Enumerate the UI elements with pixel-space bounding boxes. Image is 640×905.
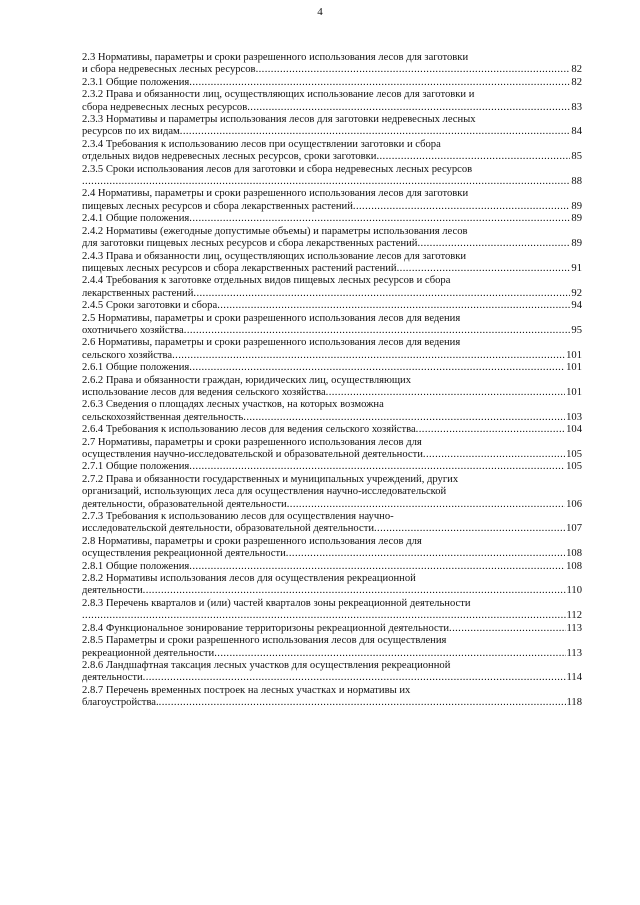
toc-page-number: 101 — [566, 362, 582, 374]
toc-entry[interactable] — [82, 424, 582, 436]
toc-entry[interactable] — [82, 598, 582, 623]
toc-entry-title-line: 2.3.4 Требования к использованию лесов при осуществлении заготовки и сбора — [82, 138, 441, 150]
toc-entry-title-line: 2.4.5 Сроки заготовки и сбора — [82, 300, 218, 312]
toc-entry[interactable] — [82, 375, 582, 400]
toc-entry[interactable] — [82, 623, 582, 635]
toc-entry-title-line: осуществления научно-исследовательской и образовательной деятельности — [82, 449, 423, 460]
toc-entry[interactable] — [82, 188, 582, 213]
toc-entry[interactable] — [82, 362, 582, 374]
toc-entry-title-line: 2.3 Нормативы, параметры и сроки разрешенного использования лесов для заготовки — [82, 52, 469, 63]
toc-page-number: 88 — [571, 176, 582, 188]
toc-entry-title-line: 2.6.4 Требования к использованию лесов для ведения сельского хозяйства — [82, 424, 416, 436]
toc-entry-title-line: 2.5 Нормативы, параметры и сроки разрешенного использования лесов для ведения — [82, 312, 461, 324]
toc-entry[interactable] — [82, 226, 582, 251]
toc-entry-title-line: ресурсов по их видам — [82, 126, 180, 138]
toc-entry-title-line: деятельности — [82, 585, 143, 597]
toc-entry-title-line: 2.7.1 Общие положения — [82, 461, 190, 473]
toc-page-number: 105 — [566, 461, 582, 473]
toc-entry-title-line: сбора недревесных лесных ресурсов — [82, 101, 248, 113]
toc-entry-title-line: 2.8.1 Общие положения — [82, 560, 190, 572]
toc-page-number: 94 — [571, 300, 582, 312]
toc-page-number: 92 — [571, 287, 582, 299]
toc-entry-title-line: 2.3.1 Общие положения — [82, 76, 190, 88]
toc-entry-title-line: 2.3.5 Сроки использования лесов для заготовки и сбора недревесных лесных ресурсов — [82, 163, 473, 175]
toc-entry-title-line: 2.6.1 Общие положения — [82, 362, 190, 374]
toc-page-number: 112 — [566, 610, 582, 622]
toc-entry-title-line: 2.4.2 Нормативы (ежегодные допустимые объемы) и параметры использования лесов — [82, 225, 468, 237]
toc-entry[interactable] — [82, 660, 582, 685]
toc-page-number: 107 — [566, 523, 582, 535]
toc-entry[interactable] — [82, 573, 582, 598]
toc-entry[interactable] — [82, 461, 582, 473]
toc-entry-title-line: 2.4 Нормативы, параметры и сроки разрешенного использования лесов для заготовки — [82, 188, 469, 200]
toc-entry-title-line: 2.6 Нормативы, параметры и сроки разрешенного использования лесов для ведения — [82, 337, 461, 349]
toc-page-number: 101 — [566, 349, 582, 361]
toc-entry-title-line: 2.7.2 Права и обязанности государственных и муниципальных учреждений, других — [82, 473, 459, 485]
toc-page-number: 113 — [566, 622, 582, 634]
toc-entry-title-line: 2.8.3 Перечень кварталов и (или) частей кварталов зоны рекреационной деятельности — [82, 597, 471, 609]
toc-page-number: 118 — [566, 697, 582, 709]
toc-page-number: 95 — [571, 324, 582, 336]
toc-entry-title-line: 2.4.4 Требования к заготовке отдельных видов пищевых лесных ресурсов и сбора — [82, 275, 451, 287]
toc-entry-title-line: исследовательской деятельности, образовательной деятельности — [82, 523, 374, 535]
toc-entry-title-line: отдельных видов недревесных лесных ресурсов, сроки заготовки — [82, 151, 377, 163]
toc-entry-title-line: 2.8.2 Нормативы использования лесов для осуществления рекреационной — [82, 573, 416, 585]
toc-entry-title-line: благоустройства. — [82, 697, 159, 709]
toc-entry-title-line: 2.7.3 Требования к использованию лесов для осуществления научно- — [82, 511, 394, 523]
toc-entry-title-line: сельскохозяйственная деятельность — [82, 411, 244, 423]
toc-entry[interactable] — [82, 213, 582, 225]
toc-entry[interactable] — [82, 300, 582, 312]
toc-page-number: 113 — [566, 647, 582, 659]
toc-page-number: 104 — [566, 424, 582, 436]
toc-entry[interactable] — [82, 52, 582, 77]
toc-entry[interactable] — [82, 511, 582, 536]
toc-entry[interactable] — [82, 337, 582, 362]
toc-entry[interactable] — [82, 139, 582, 164]
toc-entry[interactable] — [82, 251, 582, 276]
toc-entry-title-line: 2.8.5 Параметры и сроки разрешенного использования лесов для осуществления — [82, 635, 447, 647]
toc-entry-title-line: рекреационной деятельности — [82, 647, 215, 659]
toc-entry[interactable] — [82, 313, 582, 338]
toc-entry-title-line: 2.8.6 Ландшафтная таксация лесных участков для осуществления рекреационной — [82, 659, 451, 671]
toc-page-number: 101 — [566, 386, 582, 398]
toc-page-number: 108 — [566, 548, 582, 560]
toc-entry-title-line: пищевых лесных ресурсов и сбора лекарственных растений — [82, 200, 353, 212]
toc-entry-title-line: деятельности, образовательной деятельности — [82, 498, 287, 510]
toc-entry[interactable] — [82, 164, 582, 189]
toc-page-number: 85 — [571, 151, 582, 163]
toc-entry-title-line: 2.8.7 Перечень временных построек на лесных участках и нормативы их — [82, 684, 411, 696]
toc-page-number: 89 — [571, 238, 582, 250]
toc-entry-title-line: 2.6.3 Сведения о площадях лесных участков, на которых возможна — [82, 399, 384, 411]
toc-entry-title-line: для заготовки пищевых лесных ресурсов и сбора лекарственных растений — [82, 238, 418, 250]
toc-page-number: 108 — [566, 560, 582, 572]
toc-entry[interactable] — [82, 114, 582, 139]
toc-entry[interactable] — [82, 77, 582, 89]
toc-page-number: 114 — [566, 672, 582, 684]
toc-entry[interactable] — [82, 561, 582, 573]
toc-entry[interactable] — [82, 474, 582, 511]
toc-entry[interactable] — [82, 89, 582, 114]
toc-page-number: 106 — [566, 498, 582, 510]
toc-page-number: 91 — [571, 262, 582, 274]
toc-entry-title-line: деятельности — [82, 672, 143, 684]
toc-entry[interactable] — [82, 685, 582, 710]
toc-entry-title-line: 2.4.1 Общие положения — [82, 213, 190, 225]
toc-page-number: 82 — [571, 76, 582, 88]
toc-entry[interactable] — [82, 536, 582, 561]
toc-entry-title-line: 2.8 Нормативы, параметры и сроки разрешенного использования лесов для — [82, 535, 422, 547]
toc-page-number: 110 — [566, 585, 582, 597]
toc-page-number: 89 — [571, 213, 582, 225]
toc-page-number: 82 — [571, 64, 582, 76]
page-number: 4 — [317, 6, 323, 18]
toc-entry-title-line: 2.3.3 Нормативы и параметры использования лесов для заготовки недревесных лесных — [82, 114, 476, 126]
toc-entry-title-line: охотничьего хозяйства — [82, 324, 184, 336]
toc-entry-title-line: использование лесов для ведения сельского хозяйства — [82, 386, 326, 398]
toc-entry[interactable] — [82, 635, 582, 660]
toc-entry-title-line: 2.8.4 Функциональное зонирование территоризоны рекреационной деятельности — [82, 622, 450, 634]
toc-entry[interactable] — [82, 399, 582, 424]
toc-entry-title-line: 2.7 Нормативы, параметры и сроки разрешенного использования лесов для — [82, 436, 422, 448]
toc-entry-title-line: осуществления рекреационной деятельности — [82, 548, 286, 560]
toc-entry-title-line: 2.6.2 Права и обязанности граждан, юридических лиц, осуществляющих — [82, 374, 412, 386]
toc-entry-title-line: лекарственных растений — [82, 287, 194, 299]
toc-entry-title-line: 2.4.3 Права и обязанности лиц, осуществляющих использование лесов для заготовки — [82, 250, 467, 262]
toc-page-number: 83 — [571, 101, 582, 113]
toc-entry[interactable] — [82, 437, 582, 462]
toc-entry-title-line: пищевых лесных ресурсов и сбора лекарственных растений растений — [82, 262, 397, 274]
toc-page-number: 103 — [566, 411, 582, 423]
toc-page-number: 105 — [566, 449, 582, 460]
toc-entry-title-line: 2.3.2 Права и обязанности лиц, осуществляющих использование лесов для заготовки и — [82, 89, 475, 101]
table-of-contents — [82, 52, 582, 710]
toc-entry[interactable] — [82, 275, 582, 300]
toc-entry-title-line: организаций, использующих леса для осуществления научно-исследовательской — [82, 486, 447, 498]
toc-entry-title-line: сельского хозяйства — [82, 349, 173, 361]
toc-entry-title-line: и сбора недревесных лесных ресурсов — [82, 64, 256, 76]
toc-page-number: 89 — [571, 200, 582, 212]
toc-page-number: 84 — [571, 126, 582, 138]
